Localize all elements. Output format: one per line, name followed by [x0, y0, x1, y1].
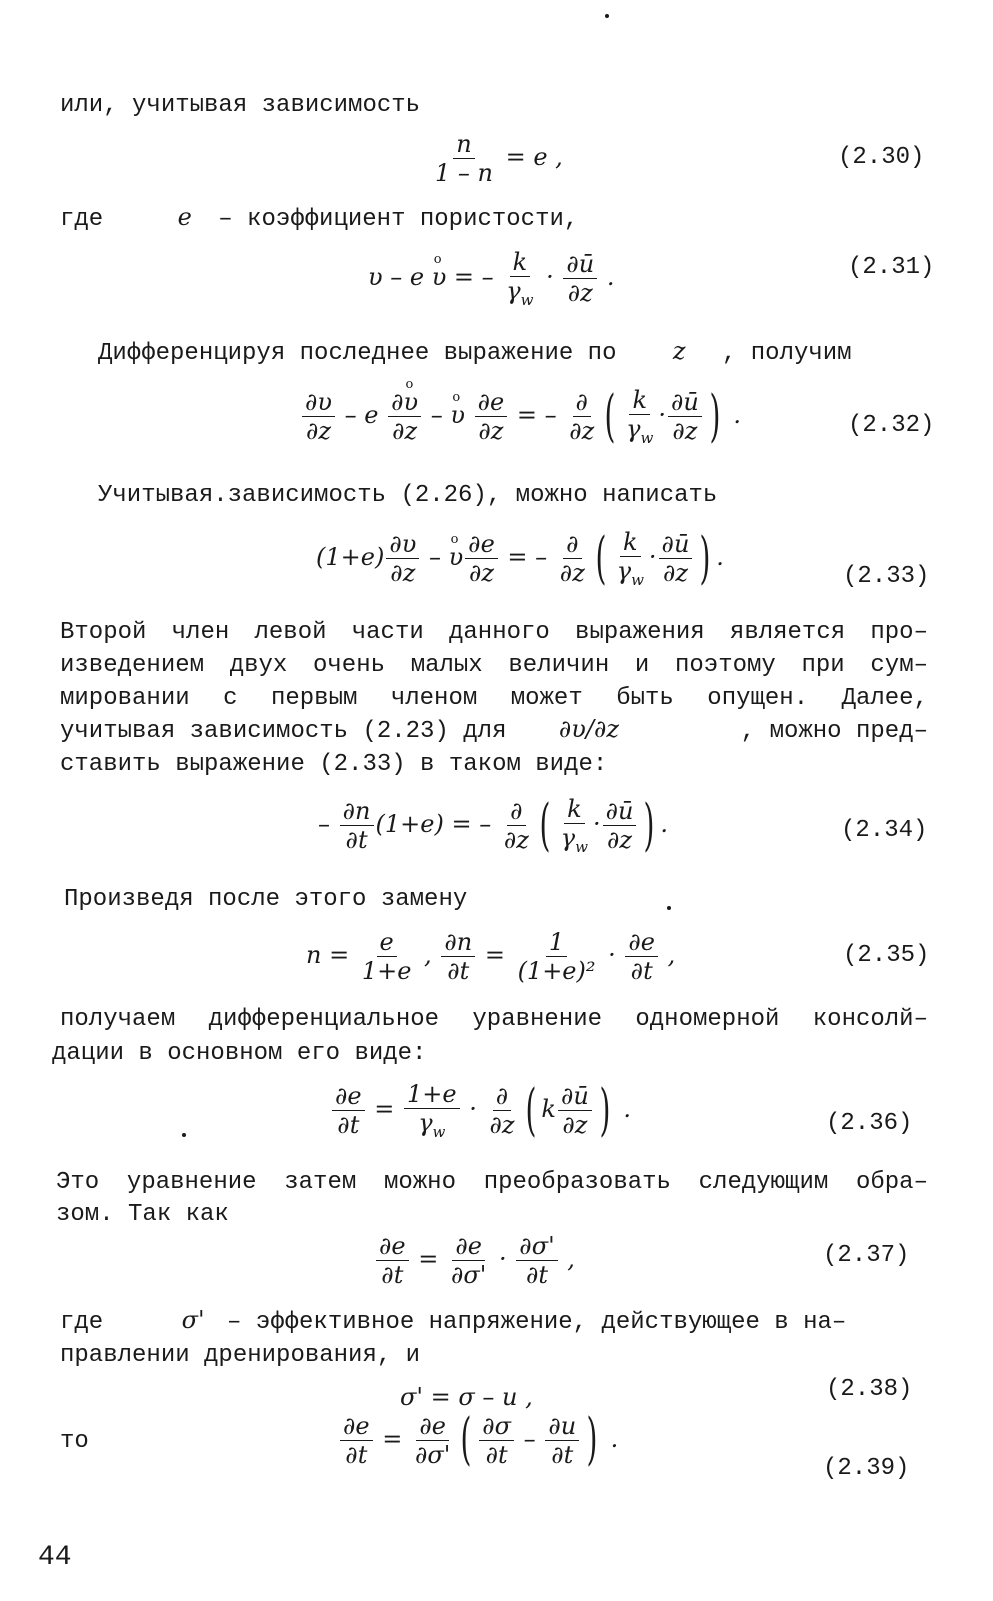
text-line-8: то	[60, 1428, 89, 1455]
equation-number-2-31: (2.31)	[848, 254, 935, 281]
text-line-7: правлении дренирования, и	[60, 1342, 421, 1369]
page-number: 44	[38, 1542, 72, 1573]
definition-text: – эффективное напряжение, действующее в на–	[227, 1309, 847, 1336]
symbol-z: z	[672, 337, 686, 365]
text-span: учитывая зависимость (2.23) для	[60, 718, 507, 745]
text-line-5: Произведя после этого замену	[64, 886, 468, 913]
equation-number-2-39: (2.39)	[823, 1455, 910, 1482]
inline-derivative: ∂υ/∂z	[558, 715, 620, 743]
symbol-sigma-prime: σ'	[181, 1306, 205, 1334]
symbol-e: e	[177, 203, 192, 231]
equation-2-31: υ – e o υ = – $\frac{k}{\gamma_w}$ · $\frac{\partial ū}{\partial z}$ .	[368, 250, 615, 308]
text-span: Дифференцируя последнее выражение по	[98, 340, 617, 367]
equation-2-36: $\frac{\partial e}{\partial t}$ = $\frac{1+e}{\gamma_w}$ · $\frac{\partial}{\partial z}$ ( k $\frac{\partial ū}{\partial z}$ ) .	[330, 1082, 631, 1140]
paragraph-1-line-2: изведением двух очень малых величин и поэтому при сум–	[60, 652, 928, 679]
text-line-2	[60, 204, 578, 236]
where-label: где	[60, 206, 104, 233]
paragraph-1-line-4	[60, 716, 928, 748]
text-line-3	[98, 338, 852, 370]
equation-number-2-37: (2.37)	[823, 1242, 910, 1269]
text-line-1: или, учитывая зависимость	[60, 92, 421, 119]
text-span: , можно пред–	[740, 718, 928, 745]
text-span: , получим	[721, 340, 852, 367]
speck	[605, 14, 609, 18]
equation-2-37: $\frac{\partial e}{\partial t}$ = $\frac{\partial e}{\partial\sigma'}$ · $\frac{\partial\sigma'}{\partial t}$ ,	[374, 1234, 575, 1287]
paragraph-1-line-5: ставить выражение (2.33) в таком виде:	[60, 751, 608, 778]
equation-number-2-33: (2.33)	[843, 563, 930, 590]
paragraph-3-line-1: Это уравнение затем можно преобразовать следующим обра–	[56, 1169, 928, 1196]
equation-number-2-32: (2.32)	[848, 412, 935, 439]
equation-number-2-36: (2.36)	[826, 1110, 913, 1137]
paragraph-1-line-1: Второй член левой части данного выражения является про–	[60, 619, 928, 646]
equation-2-39: $\frac{\partial e}{\partial t}$ = $\frac{\partial e}{\partial\sigma'}$ ( $\frac{\partial\sigma}{\partial t}$ – $\frac{\partial u}{\partial t}$ ) .	[338, 1412, 618, 1468]
equation-number-2-35: (2.35)	[843, 942, 930, 969]
equation-2-33: (1+e) $\frac{\partial\upsilon}{\partial z}$ – o υ $\frac{\partial e}{\partial z}$ = – $\frac{\partial}{\partial z}$ ( $\frac{k}{\gamma_w}$ · $\frac{\partial ū}{\partial z}$ ) .	[316, 530, 724, 588]
text-line-6	[60, 1307, 930, 1339]
speck	[667, 906, 671, 910]
paragraph-2-line-2: дации в основном его виде:	[52, 1040, 427, 1067]
text-line-4: Учитывая.зависимость (2.26), можно написать	[98, 482, 718, 509]
paragraph-2-line-1: получаем дифференциальное уравнение одномерной консолй–	[60, 1006, 928, 1033]
paragraph-3-line-2: зом. Так как	[56, 1201, 229, 1228]
definition-text: – коэффициент пористости,	[218, 206, 579, 233]
speck	[182, 1133, 186, 1137]
where-label: где	[60, 1309, 104, 1336]
equation-number-2-38: (2.38)	[826, 1376, 913, 1403]
equation-number-2-34: (2.34)	[841, 817, 928, 844]
equation-number-2-30: (2.30)	[838, 144, 925, 171]
equation-2-38: σ' = σ – u ,	[400, 1383, 533, 1411]
equation-2-34: – $\frac{\partial n}{\partial t}$ (1+e) = – $\frac{\partial}{\partial z}$ ( $\frac{k}{\gamma_w}$ · $\frac{\partial ū}{\partial z}$ ) .	[318, 792, 668, 858]
paragraph-1-line-3: мировании с первым членом может быть опущен. Далее,	[60, 685, 928, 712]
equation-2-30: $\frac{n}{1 - n}$ = e ,	[435, 130, 563, 187]
equation-2-35: n = $\frac{e}{1+e}$ , $\frac{\partial n}{\partial t}$ = $\frac{1}{\text{(1+e)²}}$ · $\frac{\partial e}{\partial t}$ ,	[306, 928, 676, 985]
equation-2-32: $\frac{\partial\upsilon}{\partial z}$ – e $\frac{\text{∂o υ}}{\partial z}$ – o υ $\frac{\partial e}{\partial z}$ = – $\frac{\partial}{\partial z}$ ( $\frac{k}{\gamma_w}$ · $\frac{\partial ū}{\partial z}$ ) .	[300, 388, 741, 446]
